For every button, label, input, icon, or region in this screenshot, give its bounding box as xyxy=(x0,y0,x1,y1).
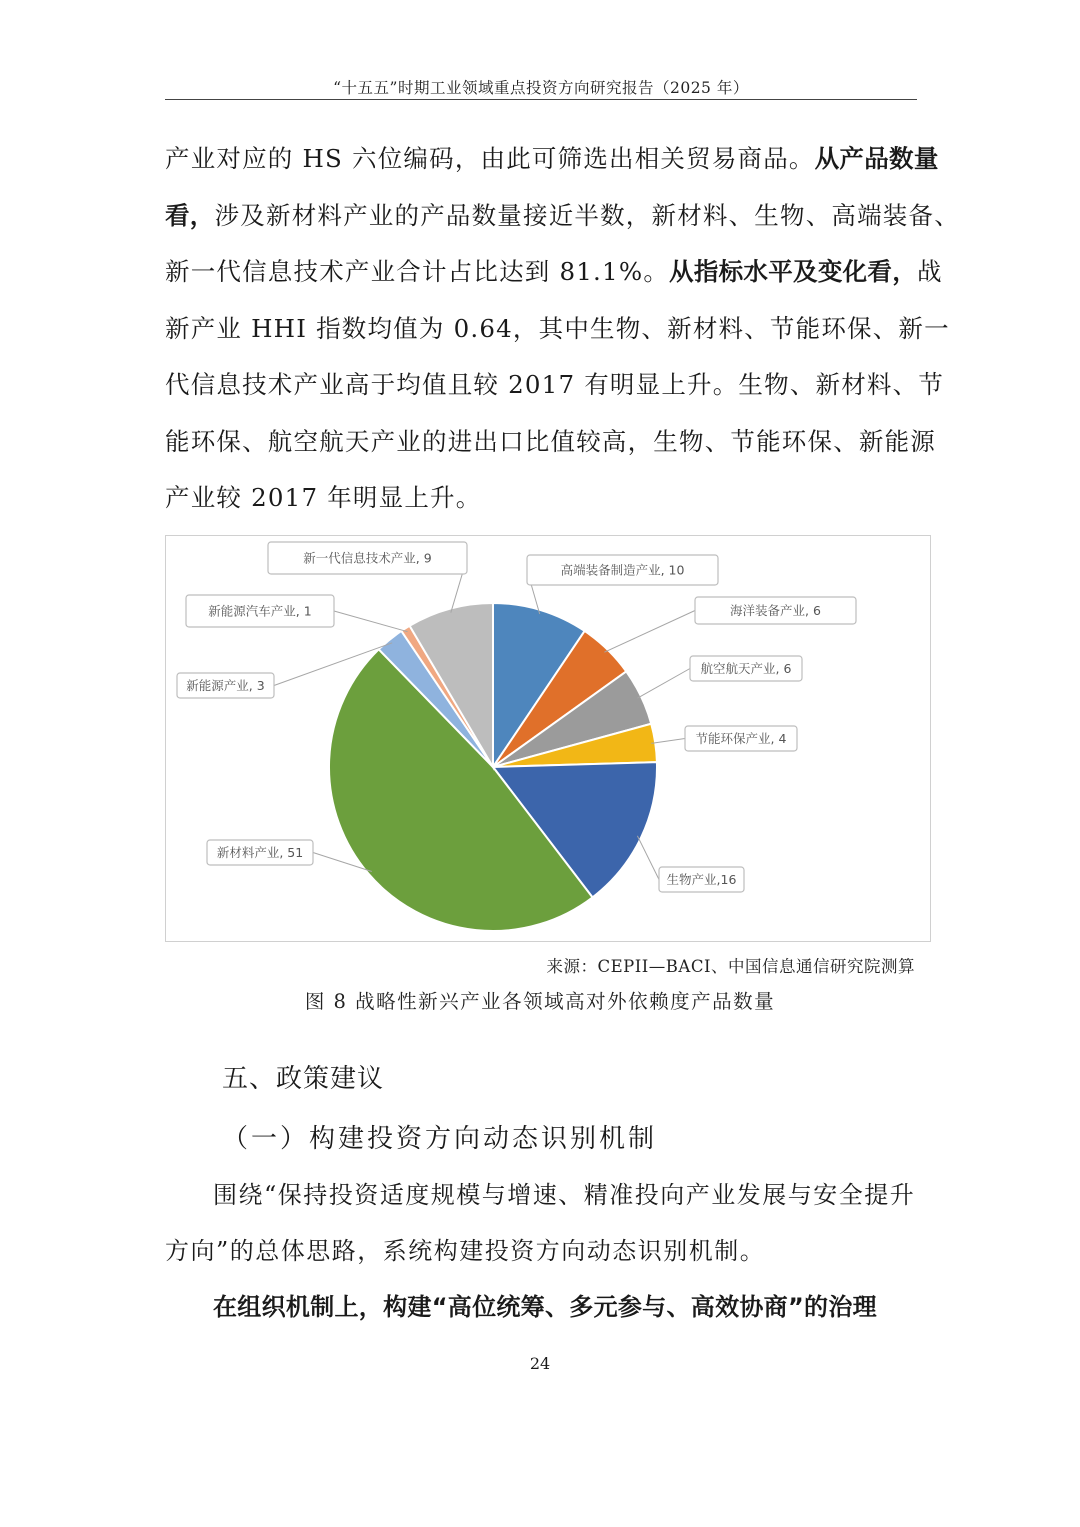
header-divider xyxy=(165,99,917,100)
body-line xyxy=(165,188,960,245)
body-line xyxy=(165,301,950,358)
text-run: 战 xyxy=(917,257,943,286)
text-run: 新产业 HHI 指数均值为 0.64，其中生物、新材料、节能环保、新一 xyxy=(165,313,950,343)
text-run: 能环保、航空航天产业的进出口比值较高，生物、节能环保、新能源 xyxy=(165,426,936,456)
text-run: 产业对应的 HS 六位编码，由此可筛选出相关贸易商品。 xyxy=(165,144,815,173)
body-line xyxy=(165,357,945,414)
bold-phrase: 从指标水平及变化看， xyxy=(669,257,918,286)
page-header: “十五五”时期工业领域重点投资方向研究报告（2025 年） xyxy=(333,79,749,97)
body-paragraph xyxy=(165,131,960,527)
body-line xyxy=(165,131,939,188)
leader-line xyxy=(637,836,659,880)
data-label: 生物产业,16 xyxy=(666,872,737,887)
pie-chart xyxy=(165,535,931,942)
data-label: 新能源汽车产业, 1 xyxy=(208,603,312,619)
figure-caption: 图 8 战略性新兴产业各领域高对外依赖度产品数量 xyxy=(304,990,776,1013)
leader-line xyxy=(604,611,695,653)
body-line xyxy=(165,244,943,301)
page-number: 24 xyxy=(529,1354,551,1373)
policy-line: 围绕“保持投资适度规模与增速、精准投向产业发展与安全提升 xyxy=(213,1181,916,1209)
policy-bold-line: 在组织机制上，构建“高位统筹、多元参与、高效协商”的治理 xyxy=(213,1293,877,1321)
data-label: 新材料产业, 51 xyxy=(216,845,304,860)
text-run: 新一代信息技术产业合计占比达到 81.1%。 xyxy=(165,257,670,286)
body-line xyxy=(165,414,936,471)
policy-line: 方向”的总体思路，系统构建投资方向动态识别机制。 xyxy=(165,1237,766,1265)
body-line xyxy=(165,470,917,527)
subsection-heading: （一）构建投资方向动态识别机制 xyxy=(222,1124,658,1154)
data-label: 新能源产业, 3 xyxy=(186,678,265,693)
text-run: 涉及新材料产业的产品数量接近半数，新材料、生物、高端装备、 xyxy=(214,200,960,230)
bold-phrase: 看， xyxy=(165,200,215,230)
text-run: 产业较 2017 年明显上升。 xyxy=(165,483,482,512)
text-run: 代信息技术产业高于均值且较 2017 有明显上升。生物、新材料、节 xyxy=(165,370,945,399)
leader-line xyxy=(334,611,408,632)
data-label: 海洋装备产业, 6 xyxy=(730,603,821,618)
policy-paragraph xyxy=(165,1167,917,1335)
data-label: 航空航天产业, 6 xyxy=(700,661,792,676)
leader-line xyxy=(637,669,690,699)
figure-source: 来源：CEPII—BACI、中国信息通信研究院测算 xyxy=(546,957,915,976)
pie-chart-svg xyxy=(166,536,932,943)
data-label: 高端装备制造产业, 10 xyxy=(560,562,685,578)
data-label: 新一代信息技术产业, 9 xyxy=(303,550,432,566)
data-label: 节能环保产业, 4 xyxy=(695,731,787,746)
leader-line xyxy=(651,739,685,744)
section-heading: 五、政策建议 xyxy=(222,1064,385,1094)
bold-phrase: 从产品数量 xyxy=(814,144,939,173)
